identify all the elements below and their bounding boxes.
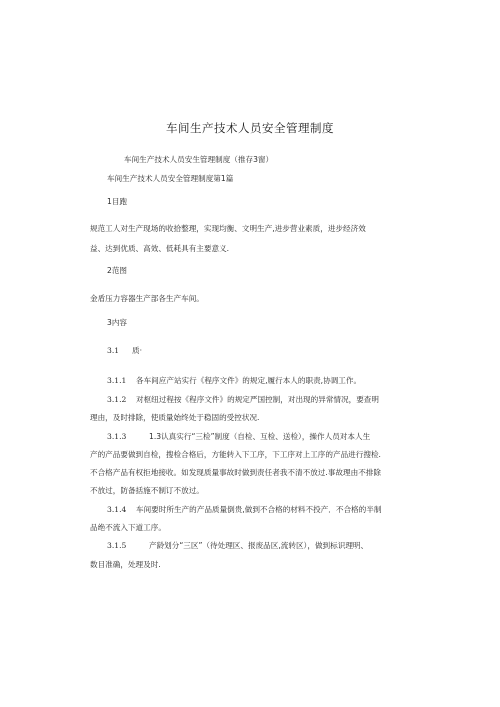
clause-3-1-4-line-1: [107, 505, 381, 515]
clause-3-1-1: [107, 376, 361, 386]
clause-text: 各车间应产站实行《程序文件》的规定,履行本人的职责,协调工作。: [136, 376, 362, 385]
clause-number: 3.1.3: [107, 432, 127, 441]
clause-3-1-2-line-1: [107, 395, 379, 405]
document-subtitle: 车间生产技术人员安生管理制度（推存3窗）: [124, 155, 274, 164]
chapter-heading: 车间生产技术人员安全管理制度第1篇: [107, 174, 234, 183]
clause-3-1-5-line-2: 数目准确，处理及时.: [90, 560, 161, 569]
clause-number: 3.1.1: [107, 376, 127, 385]
section-2-heading: 2范图: [107, 266, 128, 275]
clause-3-1-3-line-2: 产的产品要做到自检，搜检合格后，方能转入下工序，下工序对上工序的产品进行搜检.: [90, 450, 381, 459]
clause-3-1-3-line-4: 不放过，防备括施不制订不放过。: [90, 486, 204, 495]
clause-number: 3.1: [107, 346, 120, 355]
clause-text: 1.3认真实行“三检”制度（自检、互检、送检），操作人员对本人生: [149, 432, 371, 441]
clause-text: 对枢纽过程按《程序文件》的规定严国控制，对出现的异常情况，要查明: [136, 395, 379, 404]
clause-3-1-4-line-2: 品绝不流入下道工序。: [90, 523, 166, 532]
clause-3-1-2-line-2: 理由，及时排除，使质量始终处于稳固的受控状况.: [90, 413, 260, 422]
clause-3-1-3-line-3: 不合格产品有权拒地接收。如发现质量事故时做到责任者我不清不放过.事故理由不排除: [90, 468, 381, 477]
clause-text: 质·: [132, 346, 143, 355]
section-1-paragraph-line-1: 规范工人对生产现场的收拾整理，实现均衡、文明生产,进步营业素质，进步经济效: [90, 224, 366, 233]
clause-text: 产龄划分“三区”（待处理区、报废品区,流转区），做到标识理明、: [149, 541, 369, 550]
section-3-heading: 3内容: [107, 318, 128, 327]
section-1-heading: 1目跑: [107, 197, 128, 206]
clause-3-1: [107, 346, 142, 356]
clause-number: 3.1.5: [107, 541, 127, 550]
clause-3-1-5-line-1: [107, 541, 368, 551]
clause-number: 3.1.2: [107, 395, 127, 404]
clause-3-1-3-line-1: [107, 432, 370, 442]
section-2-paragraph: 金盾压力容器生产部各生产车间。: [90, 294, 204, 303]
document-title: 车间生产技术人员安全管理制度: [166, 121, 334, 135]
clause-text: 车间要时所生产的产品质量倒贵,做到不合格的材料不投产．不合格的半制: [136, 505, 382, 514]
clause-number: 3.1.4: [107, 505, 127, 514]
section-1-paragraph-line-2: 益、达到优质、高效、低耗具有主要意义.: [90, 244, 230, 253]
